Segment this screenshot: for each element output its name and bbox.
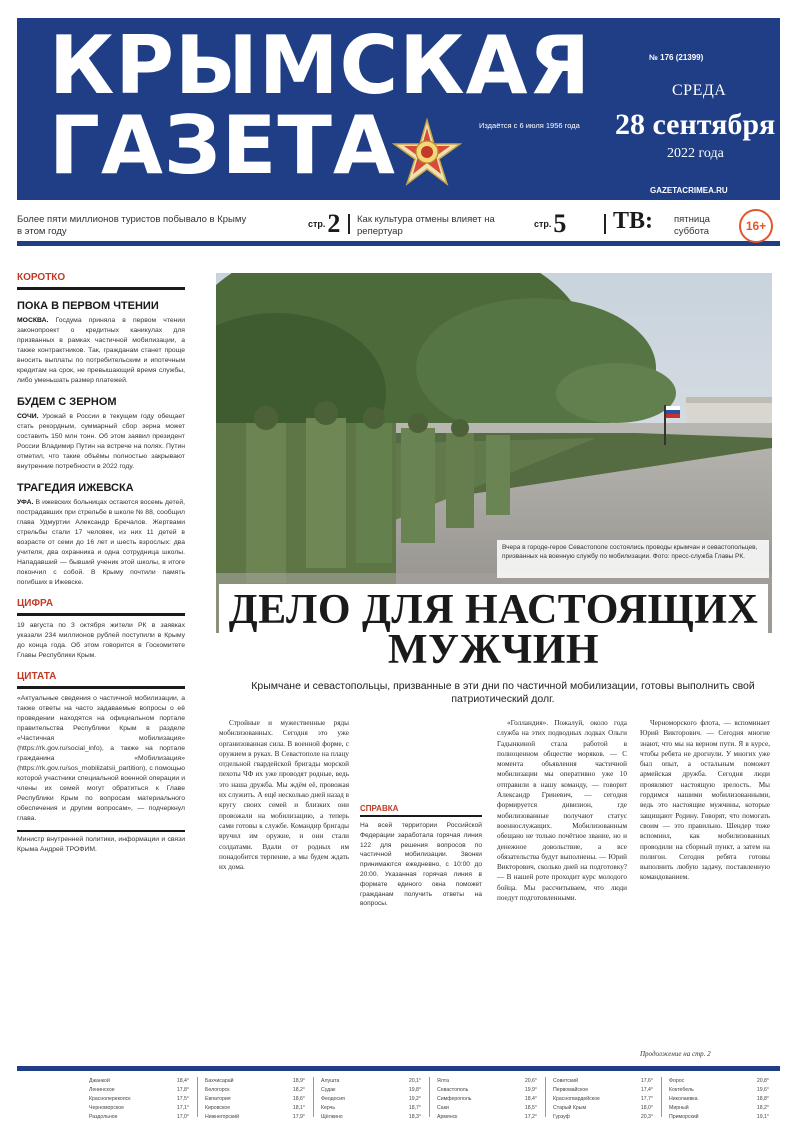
divider	[604, 214, 606, 234]
footer-column	[553, 1077, 653, 1122]
tv-days[interactable]: пятница суббота	[674, 214, 710, 237]
footer-row	[437, 1086, 537, 1095]
footer-row	[669, 1104, 769, 1113]
article-paragraph: «Голландия». Пожалуй, около года служба на этих подводных лодках Ольги Гадынкиной стала работой в полноценном обществе моряков. — С момента объявления частичной мобилизации мы оперативно уже 10 отправили в нашу команду, — говорит Александр Гриневич, — сегодня формируется дивизион, где мобилизованные получают статус военнослужащих. Мобилизованным обещано не только почётное звание, но и денежное довольствие, а все обязательства будут выполнены. — Юрий Викторович, сколько дней на подготовку? — В нашей роте проходит курс молодого бойца. Мы рассчитываем, что люди поедут подготовленными.	[497, 719, 627, 903]
sidebar-title: СПРАВКА	[360, 804, 482, 817]
footer-column	[321, 1077, 421, 1122]
teaser-item-1[interactable]: Более пяти миллионов туристов побывало в Крыму в этом году	[17, 214, 247, 237]
age-rating-badge: 16+	[739, 209, 773, 243]
article-lede: Крымчане и севастопольцы, призванные в эти дни по частичной мобилизации, готовы выполнить свой патриотический долг.	[251, 680, 755, 705]
logo-line-2: ГАЗЕТА	[49, 99, 396, 192]
city: Коктебель	[669, 1087, 694, 1093]
value: 18,6°	[292, 1096, 305, 1102]
city: Кировское	[205, 1105, 231, 1111]
footer-row	[669, 1086, 769, 1095]
left-column	[17, 268, 185, 1064]
footer-row	[89, 1086, 189, 1095]
masthead	[17, 18, 780, 200]
footer-row	[321, 1104, 421, 1113]
tv-label: ТВ:	[613, 208, 654, 234]
city: Феодосия	[321, 1096, 345, 1102]
footer-row	[553, 1113, 653, 1122]
news-headline: ПОКА В ПЕРВОМ ЧТЕНИИ	[17, 300, 159, 312]
footer-row	[437, 1113, 537, 1122]
order-emblem-icon	[392, 118, 462, 188]
city: Судак	[321, 1087, 336, 1093]
divider	[661, 1077, 662, 1117]
city: Старый Крым	[553, 1105, 587, 1111]
value: 17,0°	[176, 1114, 189, 1120]
city: Симферополь	[437, 1096, 472, 1102]
logo-line-1: КРЫМСКАЯ	[49, 19, 592, 112]
news-headline: БУДЕМ С ЗЕРНОМ	[17, 396, 117, 408]
value: 19,2°	[408, 1096, 421, 1102]
city: Приморский	[669, 1114, 699, 1120]
article-column-1	[219, 718, 349, 1053]
quote-author: Министр внутренней политики, информации и связи Крыма Андрей ТРОФИМ.	[17, 830, 185, 855]
section-title-korotko: КОРОТКО	[17, 272, 185, 290]
website-link[interactable]: GAZETACRIMEA.RU	[650, 186, 728, 195]
value: 19,6°	[756, 1087, 769, 1093]
footer-row	[553, 1095, 653, 1104]
footer-row	[553, 1104, 653, 1113]
page-label: стр.	[308, 219, 326, 229]
news-body: В ижевских больницах остаются восемь детей, пострадавших при стрельбе в школе № 88, сообщил глава Удмуртии Александр Бречалов. Жертвами стрельбы стали 17 человек, из них 11 детей в возрасте от семи до 16 лет и шесть взрослых: два учителя, два охранника и одна сотрудница школы. Нападавший — бывший ученик этой школы, в итоге покончил с собой. В Крыму почтили память погибших в Ижевске.	[17, 499, 185, 586]
footer-row	[321, 1113, 421, 1122]
sidebar-text: На всей территории Российской Федерации заработала горячая линия 122 для решения вопросов по частичной мобилизации. Звонки принимаются ежедневно, с 10:00 до 20:00. Указанная горячая линия в формате единого окна поможет гражданам получить ответы на вопросы.	[360, 822, 482, 908]
article-paragraph: Черноморского флота, — вспоминает Юрий Викторович. — Сегодня многие знают, что мы на верном пути. Я в курсе, чтобы ребята не дрогнули. У многих уже был опыт, а остальным поможет армейская дружба. Сегодня люди проявляют настоящую зрелость. Мы гордимся нашими мобилизованными, ведь это настоящие мужчины, которые защищают Родину. Говорят, что помогать своим — это правильно. Шендер тоже вспомнил, как мобилизованных проводили на сборный пункт, а затем на полигон. Сегодня ребята готовы выполнить любую задачу, поставленную командованием.	[640, 719, 770, 882]
article-headline: ДЕЛО ДЛЯ НАСТОЯЩИХ МУЖЧИН	[228, 587, 759, 673]
page-number: 2	[327, 209, 341, 238]
citata-text: «Актуальные сведения о частичной мобилизации, а также ответы на часто задаваемые вопросы о её проведении находятся на официальном портале правительства Республики Крым в разделе «Частичная мобилизация» (https://rk.gov.ru/social_info), а также на портале гражданина «Мобилизация» (https://rk.gov.ru/sos_mobilizatsii_partition), с помощью которой участники специальной военной операции и члены их семей могут обратиться к Главе Республики Крым по вопросам материального обеспечения и другим вопросам», — подчеркнул глава.	[17, 695, 185, 822]
soldiers-parade-image	[216, 273, 772, 633]
city: Форос	[669, 1078, 685, 1084]
city: Черноморское	[89, 1105, 125, 1111]
news-text	[17, 316, 185, 386]
news-text	[17, 498, 185, 588]
footer-row	[669, 1095, 769, 1104]
news-text	[17, 412, 185, 472]
value: 18,4°	[524, 1096, 537, 1102]
divider	[348, 214, 350, 234]
footer-row	[205, 1086, 305, 1095]
news-body: Урожай в России в текущем году обещает стать рекордным, суммарный сбор зерна может составить 150 млн тонн. Об этом заявил президент России Владимир Путин на встрече на полях. Путин отметил, что такие объёмы полностью закрывают внутренние потребности в 2022 году.	[17, 413, 185, 470]
value: 18,9°	[292, 1078, 305, 1084]
footer-row	[437, 1095, 537, 1104]
city: Раздольное	[89, 1114, 118, 1120]
city: Евпатория	[205, 1096, 231, 1102]
teaser-item-2[interactable]: Как культура отмены влияет на репертуар	[357, 214, 495, 237]
divider	[545, 1077, 546, 1117]
city: Красноперекопск	[89, 1096, 131, 1102]
value: 19,9°	[524, 1087, 537, 1093]
teaser-page-1	[308, 209, 340, 239]
city: Джанкой	[89, 1078, 110, 1084]
footer-row	[669, 1113, 769, 1122]
footer-row	[321, 1095, 421, 1104]
city: Керчь	[321, 1105, 336, 1111]
footer-row	[437, 1077, 537, 1086]
city: Щёлкино	[321, 1114, 343, 1120]
footer-row	[205, 1104, 305, 1113]
value: 17,4°	[640, 1087, 653, 1093]
footer-column	[669, 1077, 769, 1122]
value: 18,4°	[176, 1078, 189, 1084]
footer-column	[437, 1077, 537, 1122]
footer-column	[205, 1077, 305, 1122]
city: Алушта	[321, 1078, 340, 1084]
city: Советский	[553, 1078, 579, 1084]
issue-number: № 176 (21399)	[649, 53, 704, 62]
section-title-cifra: ЦИФРА	[17, 598, 185, 616]
value: 18,1°	[292, 1105, 305, 1111]
footer-row	[321, 1077, 421, 1086]
footer-row	[205, 1113, 305, 1122]
footer-row	[205, 1077, 305, 1086]
value: 20,6°	[524, 1078, 537, 1084]
news-dateline: СОЧИ.	[17, 413, 39, 420]
since-date: Издаётся с 6 июля 1956 года	[479, 121, 580, 130]
footer-weather-table	[17, 1066, 780, 1118]
teaser-page-2	[534, 209, 566, 239]
teaser-bar	[17, 204, 780, 246]
article-paragraph: Стройные и мужественные ряды мобилизованных. Сегодня это уже организованная сила. В военной форме, с оружием в руках. В Севастополе на плацу отдельной гвардейской бригады морской пехоты ЧФ их уже проводят родные, ведь это наша дружба. Мы ждём её, провожая их служить. А ещё несколько дней назад в кругу своих семей и близких они провожали на мобилизацию, а теперь сами готовы к службе. Командир бригады вручил им оружие, и они стали солдатами. Вдали от родных им понадобится терпение, а мы будем ждать их дома.	[219, 719, 349, 872]
value: 19,1°	[756, 1114, 769, 1120]
section-title-citata: ЦИТАТА	[17, 671, 185, 689]
city: Ленинское	[89, 1087, 115, 1093]
city: Красногвардейское	[553, 1096, 600, 1102]
footer-row	[321, 1086, 421, 1095]
reference-sidebar	[360, 804, 482, 909]
footer-row	[89, 1113, 189, 1122]
value: 20,1°	[408, 1078, 421, 1084]
main-photo	[216, 273, 772, 633]
value: 18,5°	[524, 1105, 537, 1111]
divider	[313, 1077, 314, 1117]
newspaper-logo	[49, 19, 592, 192]
value: 17,2°	[524, 1114, 537, 1120]
value: 18,2°	[756, 1105, 769, 1111]
news-dateline: МОСКВА.	[17, 317, 49, 324]
city: Бахчисарай	[205, 1078, 234, 1084]
cifra-text: 19 августа по 3 октября жители РК в заявках указали 234 миллионов рублей поступили в Крыму до конца года. Об этом говорится в Госкомитете Главы Республики Крым.	[17, 622, 185, 659]
page-label: стр.	[534, 219, 552, 229]
value: 17,9°	[292, 1114, 305, 1120]
value: 17,8°	[176, 1087, 189, 1093]
value: 18,8°	[756, 1096, 769, 1102]
article-column-2	[497, 718, 627, 1048]
page-number: 5	[553, 209, 567, 238]
issue-date: 28 сентября	[615, 108, 776, 141]
city: Армянск	[437, 1114, 458, 1120]
value: 17,5°	[176, 1096, 189, 1102]
value: 18,7°	[408, 1105, 421, 1111]
value: 18,0°	[640, 1105, 653, 1111]
footer-row	[669, 1077, 769, 1086]
divider	[197, 1077, 198, 1117]
city: Первомайское	[553, 1087, 589, 1093]
city: Ялта	[437, 1078, 449, 1084]
city: Севастополь	[437, 1087, 469, 1093]
footer-row	[553, 1077, 653, 1086]
footer-row	[89, 1095, 189, 1104]
divider	[429, 1077, 430, 1117]
value: 17,7°	[640, 1096, 653, 1102]
city: Нижнегорский	[205, 1114, 240, 1120]
footer-row	[89, 1104, 189, 1113]
city: Белогорск	[205, 1087, 230, 1093]
weekday: СРЕДА	[672, 82, 727, 99]
city: Николаевка	[669, 1096, 698, 1102]
footer-row	[205, 1095, 305, 1104]
city: Саки	[437, 1105, 449, 1111]
article-column-3	[640, 718, 770, 1043]
footer-row	[89, 1077, 189, 1086]
footer-column	[89, 1077, 189, 1122]
value: 19,8°	[408, 1087, 421, 1093]
value: 20,3°	[640, 1114, 653, 1120]
news-headline: ТРАГЕДИЯ ИЖЕВСКА	[17, 482, 134, 494]
city: Мирный	[669, 1105, 689, 1111]
value: 20,8°	[756, 1078, 769, 1084]
news-body: Госдума приняла в первом чтении законопроект о кредитных каникулах для призванных в рамках частичной мобилизации, а также контрактников. Так, гражданам станет проще вносить выплаты по потребительским и ипотечным кредитам на срок, не превышающий время службы, либо уменьшать размер платежей.	[17, 317, 186, 384]
value: 18,2°	[292, 1087, 305, 1093]
news-dateline: УФА.	[17, 499, 34, 506]
photo-caption: Вчера в городе-герое Севастополе состоялись проводы крымчан и севастопольцев, призванных на военную службу по мобилизации. Фото: пресс-служба Главы РК.	[497, 540, 769, 578]
value: 17,6°	[640, 1078, 653, 1084]
continued-note[interactable]: Продолжение на стр. 2	[640, 1050, 711, 1058]
headline-box	[219, 584, 768, 676]
city: Гурзуф	[553, 1114, 570, 1120]
footer-row	[437, 1104, 537, 1113]
value: 18,3°	[408, 1114, 421, 1120]
footer-row	[553, 1086, 653, 1095]
issue-year: 2022 года	[667, 146, 724, 161]
value: 17,1°	[176, 1105, 189, 1111]
